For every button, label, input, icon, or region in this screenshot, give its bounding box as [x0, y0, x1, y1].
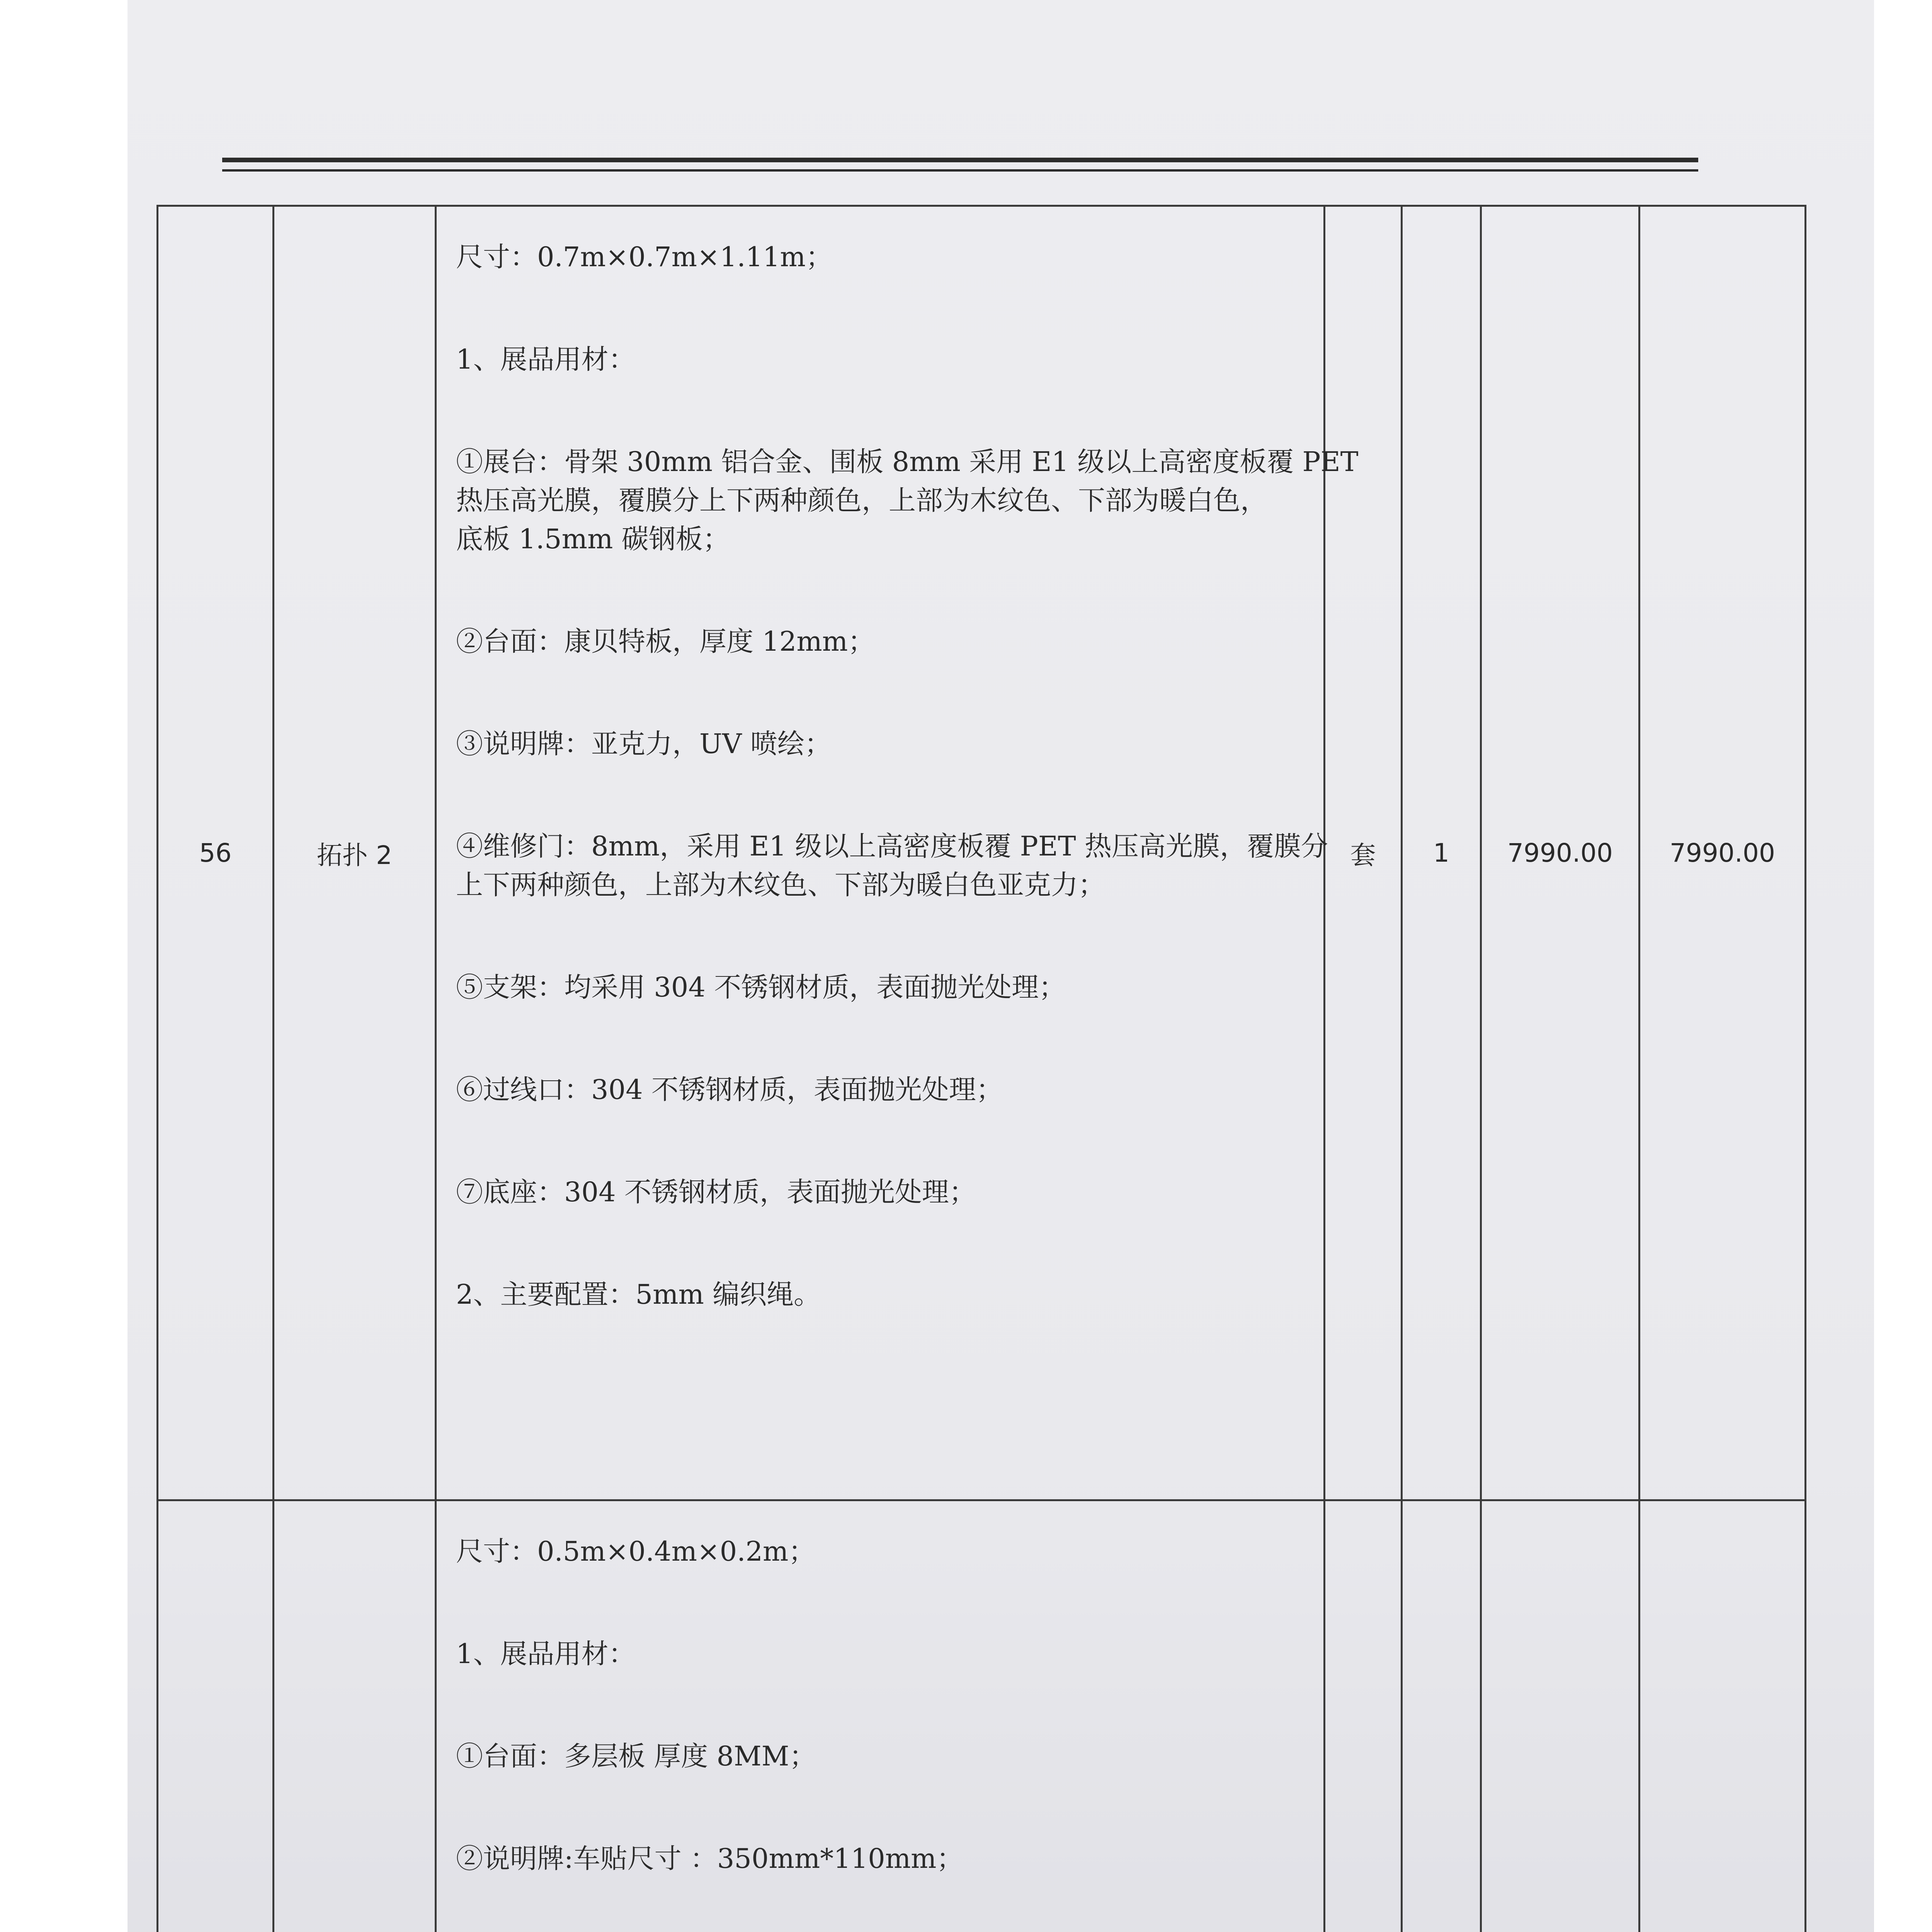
description-line: 尺寸：0.5m×0.4m×0.2m；: [456, 1536, 816, 1567]
description-line: 上下两种颜色，上部为木纹色、下部为暖白色亚克力；: [456, 869, 1105, 901]
item-name: 拓扑 2: [274, 206, 436, 1500]
item-description: [436, 1500, 1325, 1932]
item-unit: 套: [1325, 206, 1402, 1500]
item-description: [436, 206, 1359, 1500]
description-paragraph: [456, 827, 1328, 904]
description-line: ①台面：多层板 厚度 8MM；: [456, 1740, 816, 1772]
item-quantity: 1: [1402, 206, 1481, 1500]
header-rule-thick: [222, 158, 1698, 162]
description-line: 底板 1.5mm 碳钢板；: [456, 523, 730, 555]
description-line: 1、展品用材：: [456, 1638, 636, 1670]
description-line: 2、主要配置：5mm 编织绳。: [456, 1279, 821, 1310]
table-row: [158, 1500, 1806, 1932]
description-line: ⑤支架：均采用 304 不锈钢材质，表面抛光处理；: [456, 971, 1066, 1003]
description-line: ⑦底座：304 不锈钢材质，表面抛光处理；: [456, 1176, 976, 1208]
specification-table: [156, 205, 1806, 1932]
item-unit-price: 7990.00: [1481, 206, 1639, 1500]
description-line: ②台面：康贝特板，厚度 12mm；: [456, 626, 875, 657]
item-unit: [1325, 1500, 1402, 1932]
item-number: 56: [158, 206, 274, 1500]
description-paragraph: [456, 442, 1359, 558]
item-number: [158, 1500, 274, 1932]
table-row: [158, 206, 1806, 1500]
item-quantity: [1402, 1500, 1481, 1932]
item-unit-price: [1481, 1500, 1639, 1932]
description-line: 尺寸：0.7m×0.7m×1.11m；: [456, 241, 833, 273]
item-name: [274, 1500, 436, 1932]
description-line: 1、展品用材：: [456, 344, 636, 375]
description-line: ④维修门：8mm，采用 E1 级以上高密度板覆 PET 热压高光膜，覆膜分: [456, 830, 1328, 862]
item-total-price: [1639, 1500, 1806, 1932]
item-total-price: 7990.00: [1639, 206, 1806, 1500]
description-line: ⑥过线口：304 不锈钢材质，表面抛光处理；: [456, 1074, 1003, 1105]
description-line: 热压高光膜，覆膜分上下两种颜色，上部为木纹色、下部为暖白色，: [456, 485, 1267, 516]
description-line: ③说明牌：亚克力，UV 喷绘；: [456, 728, 832, 760]
description-line: ①展台：骨架 30mm 铝合金、围板 8mm 采用 E1 级以上高密度板覆 PET: [456, 446, 1359, 478]
description-line: ②说明牌:车贴尺寸 ：350mm*110mm；: [456, 1843, 964, 1874]
header-rule-thin: [222, 169, 1698, 172]
